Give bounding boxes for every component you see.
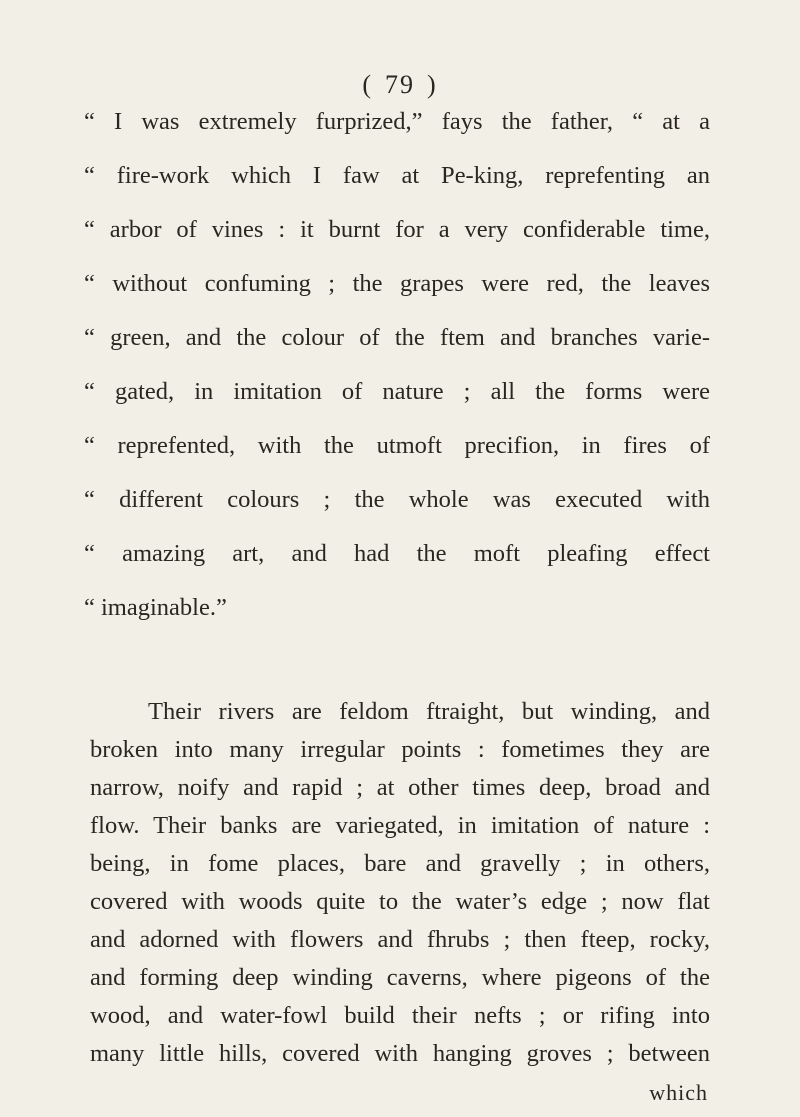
text-line: “ fire-work which I faw at Pe-king, reprefenting an [84, 162, 710, 189]
text-line: “ amazing art, and had the moft pleafing effect [84, 540, 710, 567]
text-line: and adorned with flowers and fhrubs ; then fteep, rocky, [90, 926, 710, 953]
page-number-open: ( [362, 70, 373, 99]
text-line: and forming deep winding caverns, where pigeons of the [90, 964, 710, 991]
text-line: Their rivers are feldom ftraight, but winding, and [148, 698, 710, 725]
text-line: “ green, and the colour of the ftem and branches varie- [84, 324, 710, 351]
text-line: “ arbor of vines : it burnt for a very confiderable time, [84, 216, 710, 243]
catchword: which [649, 1080, 708, 1105]
text-line: narrow, noify and rapid ; at other times deep, broad and [90, 774, 710, 801]
text-line: covered with woods quite to the water’s edge ; now flat [90, 888, 710, 915]
page-number-value: 79 [385, 70, 415, 99]
text-line: broken into many irregular points : fometimes they are [90, 736, 710, 763]
text-line: many little hills, covered with hanging groves ; between [90, 1040, 710, 1067]
text-line: “ reprefented, with the utmoft precifion, in fires of [84, 432, 710, 459]
text-line: “ different colours ; the whole was executed with [84, 486, 710, 513]
text-line: flow. Their banks are variegated, in imitation of nature : [90, 812, 710, 839]
page-number [0, 70, 800, 100]
text-line: “ I was extremely furprized,” fays the father, “ at a [84, 108, 710, 135]
text-line: wood, and water-fowl build their nefts ; or rifing into [90, 1002, 710, 1029]
text-line: “ gated, in imitation of nature ; all the forms were [84, 378, 710, 405]
text-line: “ imaginable.” [84, 594, 227, 621]
text-line: being, in fome places, bare and gravelly ; in others, [90, 850, 710, 877]
text-line: “ without confuming ; the grapes were red, the leaves [84, 270, 710, 297]
page-number-close: ) [427, 70, 438, 99]
